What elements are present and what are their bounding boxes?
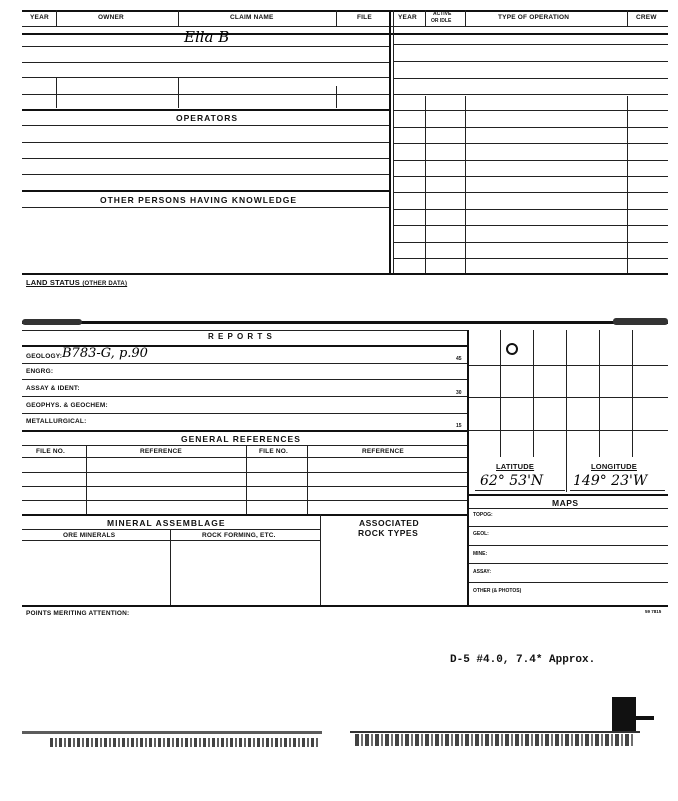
file-no-header-2: FILE NO.	[259, 448, 289, 455]
engrg-label: ENGRG:	[26, 368, 54, 375]
reference-header-1: REFERENCE	[140, 448, 182, 455]
reference-header-2: REFERENCE	[362, 448, 404, 455]
other-persons-label: OTHER PERSONS HAVING KNOWLEDGE	[100, 195, 298, 205]
claim-name-entry: Ella B	[184, 28, 230, 46]
latitude-label: LATITUDE	[496, 462, 535, 471]
claim-name-header: CLAIM NAME	[230, 14, 274, 21]
assay-number: 30	[456, 390, 462, 396]
type-of-operation-header: TYPE OF OPERATION	[498, 14, 570, 21]
maps-mine: MINE:	[473, 551, 488, 557]
land-status-label: LAND STATUS (OTHER DATA)	[26, 278, 128, 287]
form-number: 59 7815	[645, 609, 662, 614]
maps-geol: GEOL:	[473, 531, 489, 537]
associated-label-1: ASSOCIATED	[359, 518, 420, 528]
assay-ident-label: ASSAY & IDENT:	[26, 385, 80, 392]
reports-title: R E P O R T S	[208, 332, 273, 341]
latitude-value: 62° 53'N	[480, 473, 544, 489]
owner-header: OWNER	[98, 14, 124, 21]
longitude-label: LONGITUDE	[591, 462, 637, 471]
general-references-title: GENERAL REFERENCES	[181, 434, 301, 444]
year2-header: YEAR	[398, 14, 417, 21]
active-header-line1: ACTIVE	[433, 11, 452, 17]
operators-label: OPERATORS	[176, 113, 239, 123]
geophys-label: GEOPHYS. & GEOCHEM:	[26, 402, 108, 409]
maps-other: OTHER (& PHOTOS)	[473, 588, 522, 594]
year-header: YEAR	[30, 14, 49, 21]
maps-topog: TOPOG:	[473, 512, 493, 518]
geology-label: GEOLOGY:	[26, 353, 63, 360]
points-meriting-attention-label: POINTS MERITING ATTENTION:	[26, 610, 130, 617]
geology-number: 45	[456, 356, 462, 362]
maps-title: MAPS	[552, 498, 579, 508]
ore-minerals-header: ORE MINERALS	[63, 532, 116, 539]
file-header: FILE	[357, 14, 372, 21]
metallurgical-label: METALLURGICAL:	[26, 418, 87, 425]
longitude-value: 149° 23'W	[573, 473, 648, 489]
active-header-line2: OR IDLE	[431, 18, 452, 24]
location-marker-icon	[506, 343, 518, 355]
mineral-assemblage-title: MINERAL ASSEMBLAGE	[107, 518, 226, 528]
metallurgical-number: 15	[456, 423, 462, 429]
associated-label-2: ROCK TYPES	[358, 528, 419, 538]
file-no-header-1: FILE NO.	[36, 448, 66, 455]
maps-assay: ASSAY:	[473, 569, 492, 575]
rock-forming-header: ROCK FORMING, ETC.	[202, 532, 276, 539]
crew-header: CREW	[636, 14, 657, 21]
geology-value: B783-G, p.90	[62, 346, 148, 361]
typed-note: D-5 #4.0, 7.4* Approx.	[450, 654, 596, 666]
